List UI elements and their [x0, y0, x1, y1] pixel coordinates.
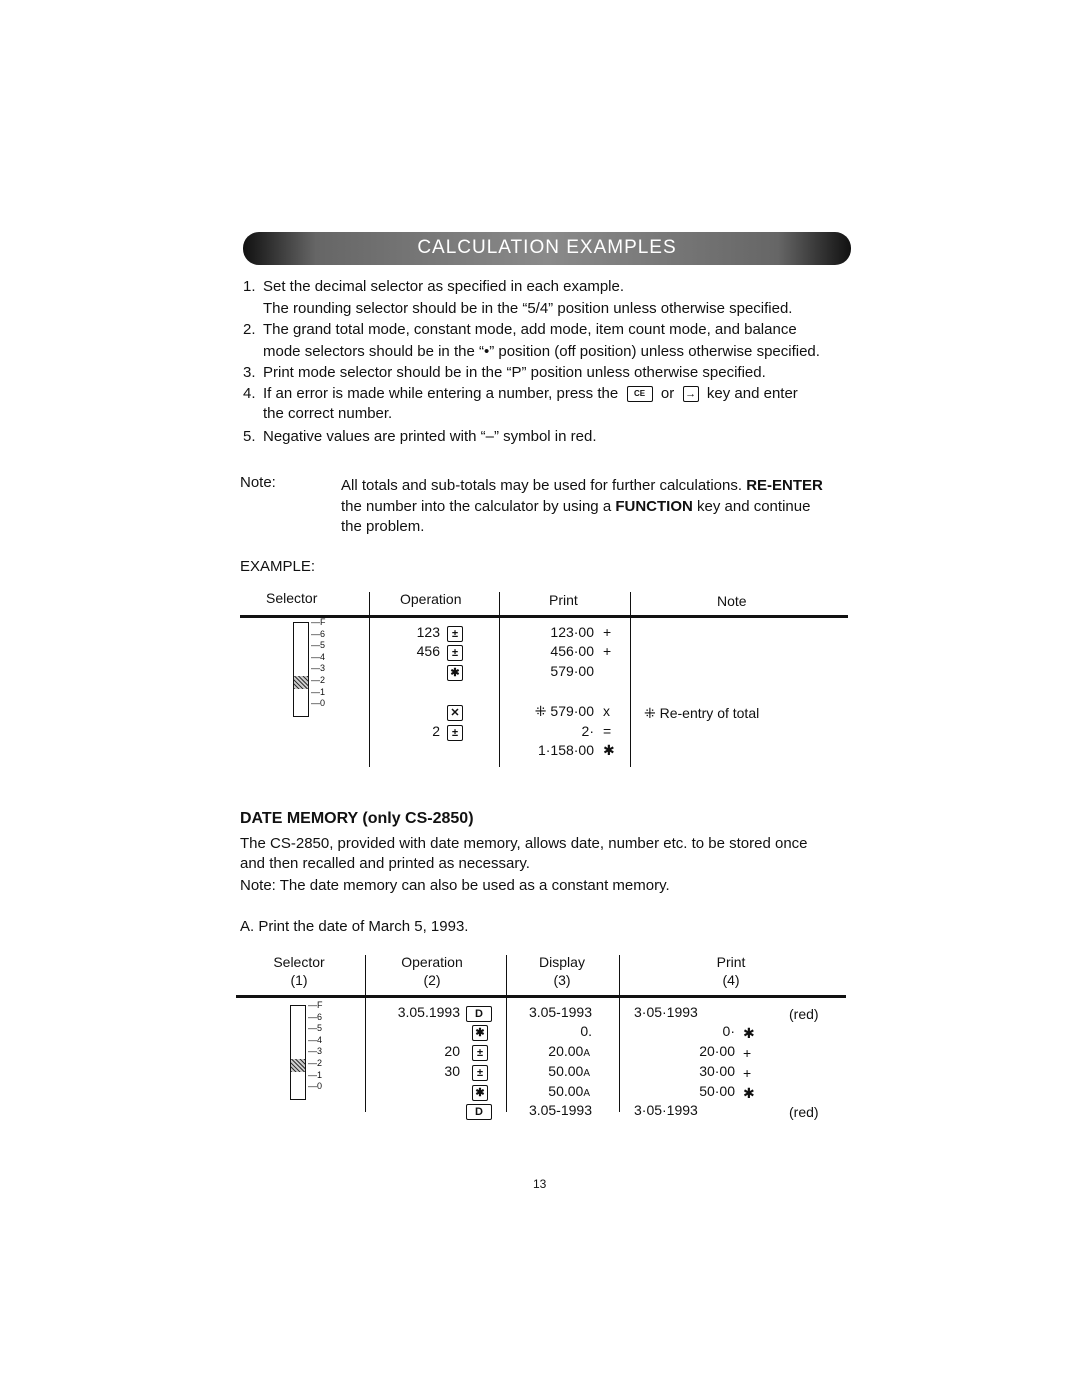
note-line3: the problem.	[341, 518, 425, 535]
t1-divider	[499, 592, 500, 767]
date-key-icon: D	[466, 1104, 492, 1120]
calculator-key-icon: ✱	[447, 665, 463, 681]
page-number: 13	[533, 1177, 547, 1191]
instruction-4-line1	[263, 385, 798, 402]
display-suffix: A	[583, 1088, 590, 1099]
selector-position-marker	[294, 676, 308, 689]
instruction-4-line2: the correct number.	[263, 405, 393, 422]
print-symbol: ✱	[603, 742, 615, 758]
display-value: 3.05-1993	[528, 1004, 592, 1020]
instruction-4-text-or: or	[660, 385, 675, 402]
date-memory-heading: DATE MEMORY (only CS-2850)	[240, 810, 474, 827]
print-symbol: ✱	[743, 1025, 755, 1041]
t2-header-number: (4)	[722, 972, 740, 988]
selector-tick-label: —5	[311, 640, 326, 651]
t1-divider	[369, 592, 370, 767]
operation-value: 30	[444, 1063, 460, 1079]
t2-header-number: (3)	[553, 972, 571, 988]
note-line1	[341, 477, 823, 494]
display-value: 0.	[580, 1023, 592, 1039]
t1-header-selector: Selector	[266, 590, 318, 606]
calculator-key-icon: ✱	[472, 1085, 488, 1101]
calculator-key-icon: ±	[447, 725, 463, 741]
instruction-4-num: 4.	[243, 385, 256, 402]
print-value: 3·05·1993	[634, 1004, 698, 1020]
t1-header-rule	[240, 615, 848, 618]
operation-value: 123	[416, 624, 440, 640]
operation-value: 20	[444, 1043, 460, 1059]
ce-key-icon: CE	[627, 386, 653, 402]
selector-tick-label: —1	[308, 1069, 323, 1080]
print-symbol: +	[743, 1065, 752, 1081]
t2-divider	[365, 955, 366, 1112]
selector-tick-label: —0	[308, 1081, 323, 1092]
operation-value: 3.05.1993	[397, 1004, 460, 1020]
selector-tick-label: —4	[311, 651, 326, 662]
note-text: All totals and sub-totals may be used for further calculations.	[341, 477, 743, 494]
instruction-2-line2: mode selectors should be in the “•” position (off position) unless otherwise specified.	[263, 343, 820, 360]
print-value: 20·00	[699, 1043, 735, 1059]
section-banner	[243, 232, 851, 265]
print-color-note: (red)	[789, 1104, 819, 1120]
selector-tick-label: —3	[308, 1046, 323, 1057]
note-value: ⁜ Re-entry of total	[644, 705, 760, 721]
print-value: 2·	[581, 723, 594, 739]
print-symbol: +	[603, 624, 612, 640]
selector-tick-label: —2	[308, 1058, 323, 1068]
date-key-icon: D	[466, 1006, 492, 1022]
instruction-1-num: 1.	[243, 278, 256, 295]
instruction-4-text-a: If an error is made while entering a number, press the	[263, 385, 619, 402]
instruction-1-line1: Set the decimal selector as specified in each example.	[263, 278, 625, 295]
selector-tick-label: —5	[308, 1023, 323, 1034]
note-label: Note:	[240, 474, 276, 491]
t2-divider	[506, 955, 507, 1112]
decimal-selector-icon	[290, 1005, 306, 1100]
note-bold: FUNCTION	[615, 498, 693, 515]
display-suffix: A	[583, 1068, 590, 1079]
date-memory-task: A. Print the date of March 5, 1993.	[240, 918, 469, 935]
instruction-5-line1: Negative values are printed with “–” symbol in red.	[263, 428, 597, 445]
print-color-note: (red)	[789, 1006, 819, 1022]
selector-tick-label: —6	[311, 628, 326, 639]
backspace-key-icon: →	[683, 386, 699, 402]
instruction-3-line1: Print mode selector should be in the “P” position unless otherwise specified.	[263, 364, 766, 381]
calculator-key-icon: ±	[472, 1065, 488, 1081]
print-value: 30·00	[699, 1063, 735, 1079]
note-line2	[341, 498, 810, 515]
t1-header-print: Print	[549, 592, 578, 608]
selector-tick-label: —3	[311, 663, 326, 674]
t1-divider	[630, 592, 631, 767]
banner-title: CALCULATION EXAMPLES	[417, 237, 677, 258]
decimal-selector-icon	[293, 622, 309, 717]
print-value: 50·00	[699, 1083, 735, 1099]
note-bold: RE-ENTER	[746, 477, 823, 494]
calculator-key-icon: ±	[447, 626, 463, 642]
date-memory-note: Note: The date memory can also be used as a constant memory.	[240, 877, 670, 894]
calculator-key-icon: ✕	[447, 705, 463, 721]
calculator-key-icon: ±	[472, 1045, 488, 1061]
example-label: EXAMPLE:	[240, 558, 316, 575]
print-symbol: ✱	[743, 1085, 755, 1101]
print-symbol: +	[743, 1045, 752, 1061]
instruction-2-num: 2.	[243, 321, 256, 338]
instruction-4-text-b: key and enter	[706, 385, 798, 402]
note-text: the number into the calculator by using a	[341, 498, 612, 515]
display-value: 20.00A	[548, 1043, 590, 1059]
print-value: 123·00	[550, 624, 594, 640]
print-value: 0·	[722, 1023, 735, 1039]
selector-tick-label: —F	[308, 1000, 323, 1010]
display-value: 50.00A	[548, 1063, 590, 1079]
calculator-key-icon: ✱	[472, 1025, 488, 1041]
selector-tick-label: —2	[311, 675, 326, 685]
t1-header-note: Note	[717, 593, 747, 609]
print-value: 456·00	[550, 643, 594, 659]
calculator-key-icon: ±	[447, 645, 463, 661]
operation-value: 456	[416, 643, 440, 659]
print-value: 1·158·00	[537, 742, 594, 758]
t2-header-selector: Selector	[273, 954, 325, 970]
date-memory-para-1: The CS-2850, provided with date memory, allows date, number etc. to be stored once	[240, 835, 808, 852]
t2-divider	[619, 955, 620, 1112]
selector-position-marker	[291, 1059, 305, 1072]
selector-tick-label: —6	[308, 1011, 323, 1022]
print-value: 579·00	[550, 663, 594, 679]
display-value: 50.00A	[548, 1083, 590, 1099]
selector-tick-label: —1	[311, 686, 326, 697]
t2-header-number: (2)	[423, 972, 441, 988]
t2-header-display: Display	[539, 954, 585, 970]
print-symbol: x	[603, 703, 610, 719]
selector-tick-label: —F	[311, 617, 326, 627]
print-symbol: =	[603, 723, 612, 739]
selector-tick-label: —0	[311, 698, 326, 709]
t2-header-rule	[236, 995, 846, 998]
print-symbol: +	[603, 643, 612, 659]
t2-header-operation: Operation	[401, 954, 463, 970]
note-text: key and continue	[697, 498, 811, 515]
display-suffix: A	[583, 1048, 590, 1059]
t2-header-print: Print	[716, 954, 746, 970]
display-value: 3.05-1993	[528, 1102, 592, 1118]
print-value: 3·05·1993	[634, 1102, 698, 1118]
instruction-5-num: 5.	[243, 428, 256, 445]
selector-tick-label: —4	[308, 1034, 323, 1045]
date-memory-para-2: and then recalled and printed as necessary.	[240, 855, 530, 872]
t1-header-operation: Operation	[400, 591, 462, 607]
t2-header-number: (1)	[290, 972, 308, 988]
instruction-2-line1: The grand total mode, constant mode, add mode, item count mode, and balance	[263, 321, 797, 338]
instruction-1-line2: The rounding selector should be in the “5/4” position unless otherwise specified.	[263, 300, 793, 317]
instruction-3-num: 3.	[243, 364, 256, 381]
print-value: ⁜ 579·00	[534, 703, 594, 719]
operation-value: 2	[432, 723, 440, 739]
